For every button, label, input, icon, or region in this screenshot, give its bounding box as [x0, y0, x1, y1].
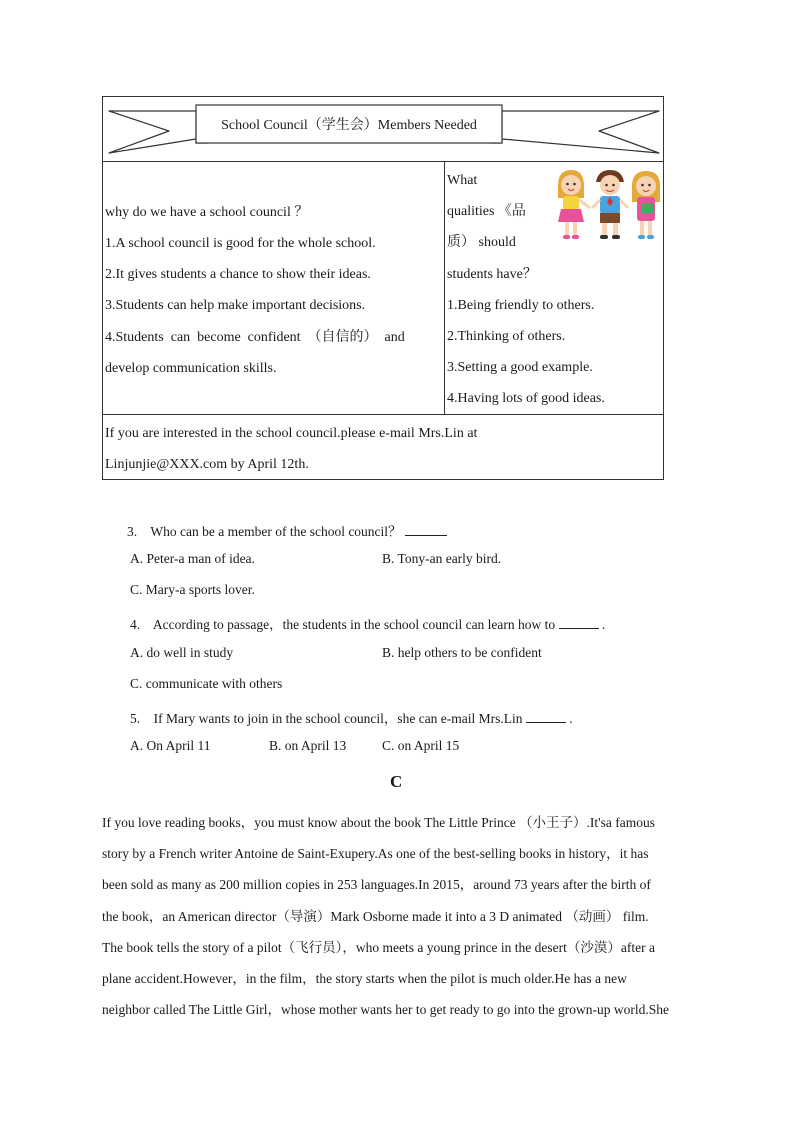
footer-line: If you are interested in the school council.please e-mail Mrs.Lin at — [105, 426, 478, 441]
left-heading: why do we have a school council ？ — [105, 205, 309, 220]
right-item: 4.Having lots of good ideas. — [447, 391, 605, 406]
option-text: On April 11 — [146, 738, 211, 753]
passage-line: the book，an American director（导演）Mark Osborne made it into a 3 D animated （动画） film. — [102, 909, 649, 924]
option-text: on April 15 — [397, 738, 460, 753]
option-text: Mary-a sports lover. — [145, 582, 255, 597]
option-letter: C. — [130, 676, 143, 691]
left-item — [105, 322, 415, 353]
option-text: communicate with others — [145, 676, 283, 691]
right-item: 2.Thinking of others. — [447, 329, 566, 344]
passage-line: neighbor called The Little Girl，whose mother wants her to get ready to go into the grown-up world.She — [102, 1002, 669, 1017]
option-letter: C. — [130, 582, 143, 597]
row-divider — [103, 414, 663, 415]
question-3 — [127, 520, 447, 540]
option-a[interactable] — [130, 645, 233, 661]
answer-blank[interactable] — [559, 616, 599, 629]
question-number: 4. — [130, 617, 141, 632]
option-letter: B. — [382, 645, 395, 660]
option-letter: C. — [382, 738, 395, 753]
three-cartoon-students-icon — [554, 168, 664, 244]
question-stem-end: . — [569, 711, 573, 726]
right-heading-line: What — [447, 173, 478, 188]
option-b[interactable] — [382, 551, 501, 567]
option-letter: B. — [269, 738, 282, 753]
passage-line: The book tells the story of a pilot（飞行员），who meets a young prince in the desert（沙漠）after a — [102, 940, 655, 955]
passage-line: been sold as many as 200 million copies in 253 languages.In 2015，around 73 years after the birth of — [102, 877, 651, 892]
option-text: do well in study — [146, 645, 234, 660]
option-letter: B. — [382, 551, 395, 566]
option-text: help others to be confident — [397, 645, 542, 660]
answer-blank[interactable] — [405, 523, 447, 536]
school-council-poster — [102, 96, 664, 480]
left-item: 3.Students can help make important decisions. — [105, 298, 366, 313]
question-number: 5. — [130, 711, 141, 726]
column-divider — [444, 161, 445, 414]
passage-line: story by a French writer Antoine de Saint-Exupery.As one of the best-selling books in history，it has — [102, 846, 649, 861]
row-divider — [103, 161, 663, 162]
option-letter: A. — [130, 738, 144, 753]
option-b[interactable] — [382, 645, 542, 661]
option-text: Peter-a man of idea. — [146, 551, 255, 566]
question-stem: Who can be a member of the school council？ — [150, 524, 402, 539]
question-4 — [130, 613, 605, 633]
right-heading-line: 质） should — [447, 235, 516, 250]
option-text: Tony-an early bird. — [397, 551, 502, 566]
option-letter: A. — [130, 645, 144, 660]
option-c[interactable] — [130, 582, 255, 598]
question-stem: According to passage，the students in the school council can learn how to — [152, 617, 556, 632]
right-heading-line: students have？ — [447, 267, 537, 282]
banner-title: School Council（学生会）Members Needed — [221, 118, 477, 133]
passage-line: plane accident.However，in the film，the story starts when the pilot is much older.He has a new — [102, 971, 627, 986]
question-stem: If Mary wants to join in the school council，she can e-mail Mrs.Lin — [153, 711, 523, 726]
option-letter: A. — [130, 551, 144, 566]
right-heading-line: qualities 《品 — [447, 204, 526, 219]
section-c-heading: C — [390, 772, 403, 791]
option-a[interactable] — [130, 551, 255, 567]
question-number: 3. — [127, 524, 138, 539]
left-item-line: 4.Students can become confident （自信的） and — [105, 330, 405, 345]
right-item: 3.Setting a good example. — [447, 360, 593, 375]
footer-line: Linjunjie@XXX.com by April 12th. — [105, 457, 309, 472]
option-text: on April 13 — [284, 738, 347, 753]
left-item: 1.A school council is good for the whole school. — [105, 236, 376, 251]
option-b[interactable] — [269, 738, 346, 754]
answer-blank[interactable] — [526, 710, 566, 723]
left-item: 2.It gives students a chance to show their ideas. — [105, 267, 371, 282]
passage-line: If you love reading books，you must know about the book The Little Prince （小王子）.It'sa famous — [102, 815, 655, 830]
option-c[interactable] — [130, 676, 282, 692]
question-5 — [130, 707, 573, 727]
right-item: 1.Being friendly to others. — [447, 298, 595, 313]
option-a[interactable] — [130, 738, 211, 754]
left-item: develop communication skills. — [105, 361, 277, 376]
question-stem-end: . — [601, 617, 606, 632]
option-c[interactable] — [382, 738, 459, 754]
